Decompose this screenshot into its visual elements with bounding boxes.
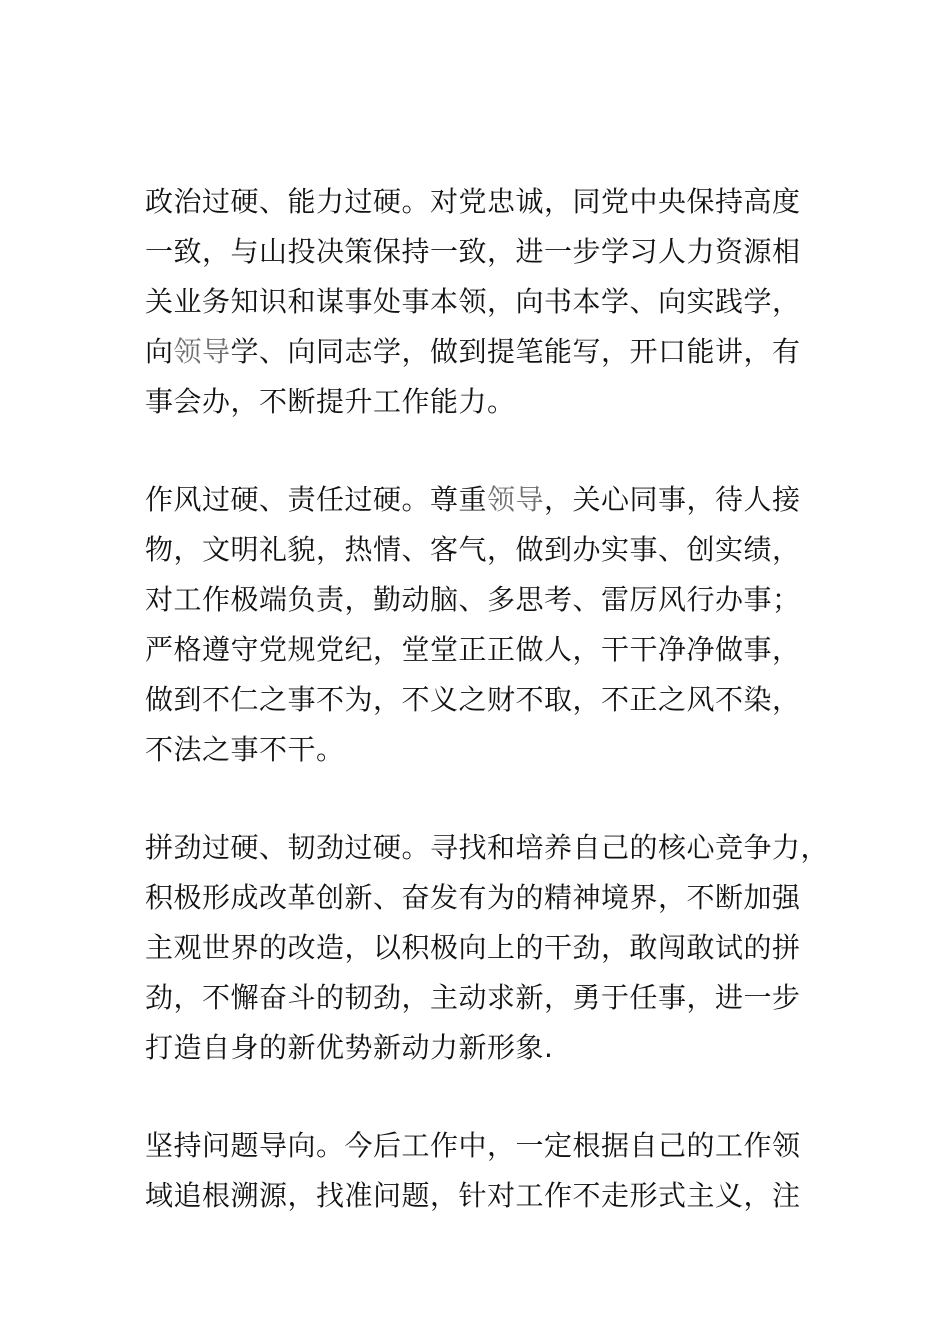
text-line: 对工作极端负责，勤动脑、多思考、雷厉风行办事； <box>145 583 801 616</box>
text-line: 拼劲过硬、韧劲过硬。寻找和培养自己的核心竞争力， <box>145 831 830 864</box>
text-line: 严格遵守党规党纪，堂堂正正做人，干干净净做事， <box>145 633 801 666</box>
text-line: 域追根溯源，找准问题，针对工作不走形式主义，注 <box>145 1179 801 1212</box>
paragraph-political-ability <box>145 177 825 427</box>
text-line: 关业务知识和谋事处事本领，向书本学、向实践学， <box>145 285 801 318</box>
highlighted-keyword: 领导 <box>173 335 231 368</box>
text-line: 主观世界的改造，以积极向上的干劲，敢闯敢试的拼 <box>145 931 801 964</box>
paragraph-drive-tenacity <box>145 823 830 1073</box>
text-line: 积极形成改革创新、奋发有为的精神境界，不断加强 <box>145 881 801 914</box>
text-line: 打造自身的新优势新动力新形象. <box>145 1031 554 1064</box>
text-line: 一致，与山投决策保持一致，进一步学习人力资源相 <box>145 235 801 268</box>
text-line: 作风过硬、责任过硬。尊重领导，关心同事，待人接 <box>145 483 801 516</box>
text-line: 向领导学、向同志学，做到提笔能写，开口能讲，有 <box>145 335 801 368</box>
text-line: 政治过硬、能力过硬。对党忠诚，同党中央保持高度 <box>145 185 801 218</box>
text-line: 事会办，不断提升工作能力。 <box>145 385 516 418</box>
text-line: 劲，不懈奋斗的韧劲，主动求新，勇于任事，进一步 <box>145 981 801 1014</box>
paragraph-style-responsibility <box>145 475 825 775</box>
text-line: 物，文明礼貌，热情、客气，做到办实事、创实绩， <box>145 533 801 566</box>
text-line: 不法之事不干。 <box>145 733 345 766</box>
highlighted-keyword: 领导 <box>487 483 545 516</box>
text-line: 做到不仁之事不为，不义之财不取，不正之风不染， <box>145 683 801 716</box>
paragraph-problem-oriented <box>145 1121 825 1221</box>
text-line: 坚持问题导向。今后工作中，一定根据自己的工作领 <box>145 1129 801 1162</box>
